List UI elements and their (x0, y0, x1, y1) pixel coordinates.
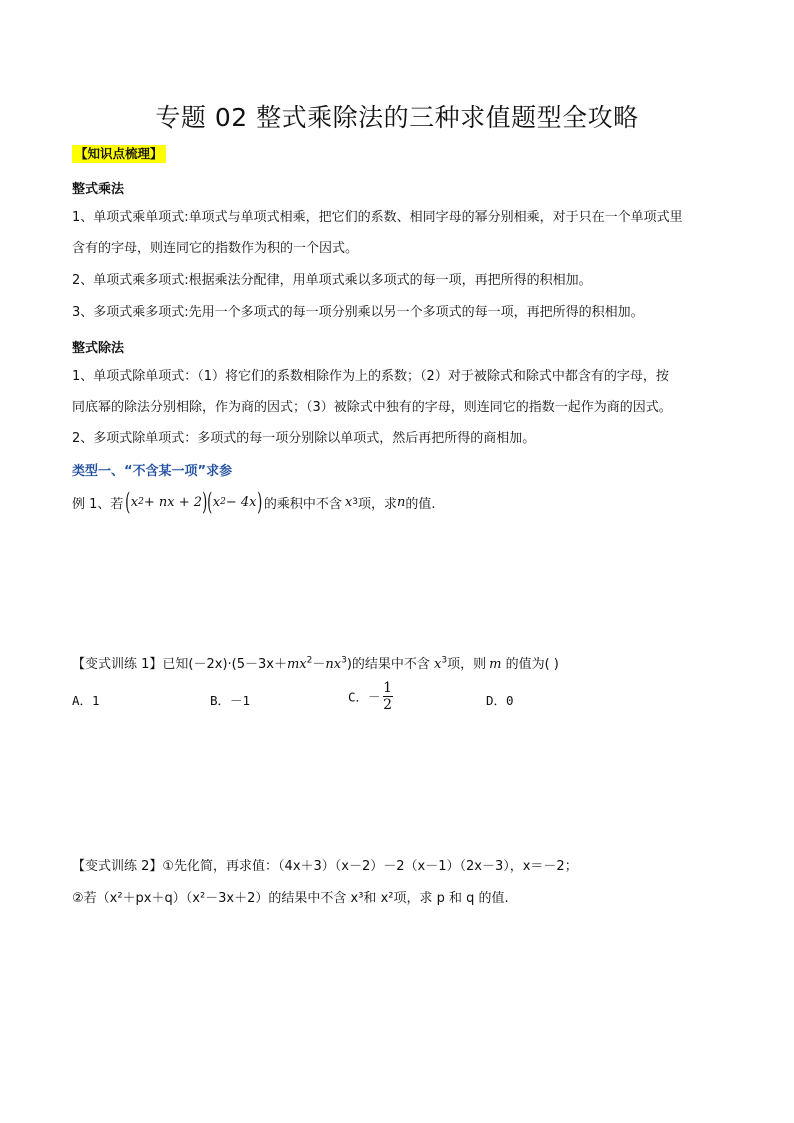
type-heading: 类型一、“不含某一项”求参 (72, 464, 233, 479)
rule-mono-mono-line2: 含有的字母，则连同它的指数作为积的一个因式。 (72, 241, 359, 256)
page-title: 专题 02 整式乘除法的三种求值题型全攻略 (155, 103, 639, 132)
option-b: B．－1 (210, 693, 251, 708)
section-heading-division: 整式除法 (72, 341, 125, 356)
example-1: 例 1、若 ( x 2 + nx + 2 ) ( x 2 − 4x ) 的乘积中不含 x 3 项，求 n 的值. (72, 488, 436, 516)
exercise-1: 【变式训练 1】已知$(-2x)\cdot(5-3x+mx^2-nx^3)$的结果中不含 $x^3$项，则 m 的值为( ) (72, 655, 559, 672)
exercise-2-line2: ②若（x²＋px＋q）（x²－3x＋2）的结果中不含 x³和 x²项，求 p 和 q 的值. (72, 891, 509, 906)
option-a: A．1 (72, 693, 100, 708)
example-prefix: 例 1、若 (72, 496, 124, 512)
example-formula: ( x 2 + nx + 2 ) ( x 2 − 4x ) (125, 488, 262, 516)
exercise-2-line1: 【变式训练 2】①先化简，再求值：（4x＋3）（x－2）－2（x－1）（2x－3），x＝－2； (72, 859, 578, 874)
option-c: C．－ $\frac{1}{2}$ (348, 680, 392, 713)
knowledge-summary-tag: 【知识点梳理】 (72, 145, 166, 163)
rule-mono-div-line1: 1、单项式除单项式：（1）将它们的系数相除作为上的系数；（2）对于被除式和除式中都含有的字母，按 (72, 369, 669, 384)
rule-mono-div-line2: 同底幂的除法分别相除，作为商的因式；（3）被除式中独有的字母，则连同它的指数一起作为商的因式。 (72, 400, 672, 415)
rule-mono-mono-line1: 1、单项式乘单项式:单项式与单项式相乘，把它们的系数、相同字母的幂分别相乘，对于只在一个单项式里 (72, 210, 683, 225)
section-heading-multiplication: 整式乘法 (72, 182, 125, 197)
rule-poly-div: 2、多项式除单项式：多项式的每一项分别除以单项式，然后再把所得的商相加。 (72, 431, 536, 446)
rule-poly-poly: 3、多项式乘多项式:先用一个多项式的每一项分别乘以另一个多项式的每一项，再把所得的积相加。 (72, 305, 644, 320)
option-d: D．0 (486, 693, 514, 708)
fraction-one-half: $\frac{1}{2}$ (383, 680, 392, 713)
rule-mono-poly: 2、单项式乘多项式:根据乘法分配律，用单项式乘以多项式的每一项，再把所得的积相加。 (72, 273, 592, 288)
